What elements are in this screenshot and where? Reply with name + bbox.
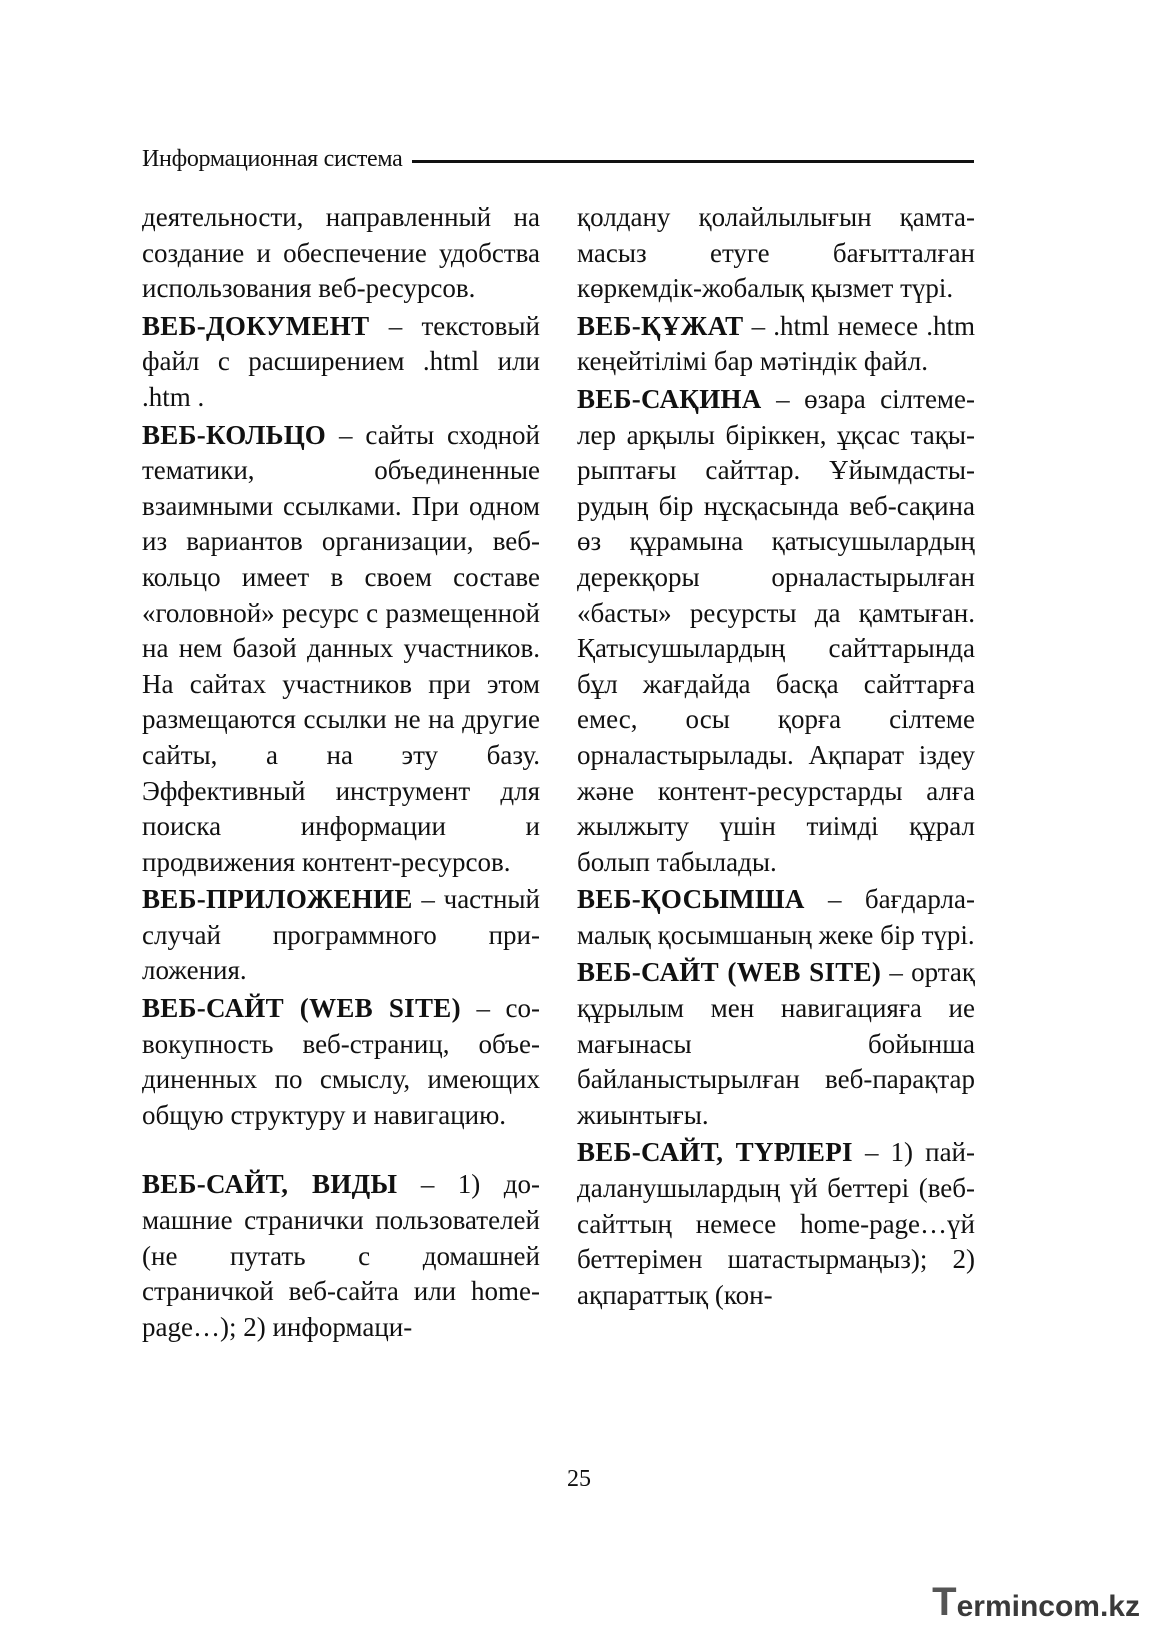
entry-veb-prilozhenie <box>142 882 540 989</box>
entry-veb-sayt-turleri <box>577 1135 975 1313</box>
entry-veb-kosymsha <box>577 882 975 953</box>
entry-continuation <box>142 200 540 307</box>
entry-term: ВЕБ-ҚОСЫМША <box>577 884 805 915</box>
entry-body: – .html немесе .htm кеңейтілімі бар мәтіндік файл. <box>577 310 975 377</box>
logo-initial: T <box>932 1580 957 1624</box>
entry-term: ВЕБ-САЙТ (WEB SITE) <box>142 993 461 1024</box>
header-title: Информационная система <box>142 146 403 172</box>
logo-text: ermincom.kz <box>956 1590 1140 1623</box>
entry-term: ВЕБ-ҚҰЖАТ <box>577 310 744 341</box>
entry-veb-kuzhat <box>577 309 975 380</box>
entry-term: ВЕБ-КОЛЬЦО <box>142 419 327 450</box>
entry-term: ВЕБ-ДОКУМЕНТ <box>142 310 370 341</box>
entry-body: – сайты сходной тематики, объединенные взаимными ссылками. При одном из вариантов организации, веб-кольцо имеет в своем составе «головной» ресурс с размещенной на нем базой данных участников. На сайтах участников при этом размещаются ссылки не на другие сайты, а на эту базу. Эффективный инструмент для поиска информации и продвижения контент-ресурсов. <box>142 419 540 877</box>
entry-term: ВЕБ-САЙТ, ТҮРЛЕРІ <box>577 1137 853 1168</box>
entry-body: деятельности, направленный на создание и обеспечение удобства использования веб-ресурсов. <box>142 202 540 304</box>
entry-term: ВЕБ-САЙТ (WEB SITE) <box>577 957 882 988</box>
entry-continuation <box>577 200 975 307</box>
entry-body: – ортақ құрылым мен навигацияға ие мағынасы бойынша байланыстырылған веб-парақтар жиынтығы. <box>577 957 976 1130</box>
left-column <box>142 200 540 1347</box>
entry-body: – частный случай программного приложения. <box>142 884 540 986</box>
entry-veb-sayt-vidy <box>142 1167 540 1345</box>
entry-body: – өзара сілтемелер арқылы біріккен, ұқсас тақырыптағы сайттар. Ұйымдастырудың бір нұсқасында веб-сақина өз құрамына қатысушылардың дерекқоры орналастырылған «басты» ресурсты да қамтыған. Қатысушылардың сайттарында бұл жағдайда басқа сайттарға емес, осы қорға сілтеме орналастырылады. Ақпарат іздеу және контент-ресурстарды алға жылжыту үшін тиімді құрал болып табылады. <box>577 383 975 877</box>
entry-term: ВЕБ-САЙТ, ВИДЫ <box>142 1169 398 1200</box>
entry-veb-dokument <box>142 309 540 416</box>
entry-body: қолдану қолайлылығын қамтамасыз етуге бағытталған көркемдік-жобалық қызмет түрі. <box>577 202 975 304</box>
entry-veb-sayt <box>142 991 540 1133</box>
running-header <box>142 146 974 173</box>
termincom-logo <box>932 1582 1140 1622</box>
entry-veb-sakina <box>577 382 975 880</box>
entry-body: – текстовый файл с расширением .html или .htm . <box>142 310 540 412</box>
entry-body: – 1) пайдаланушылардың үй беттері (веб-сайттың немесе home-page…үй беттерімен шатастырмаңыз); 2) ақпараттық (кон- <box>577 1137 975 1310</box>
header-rule <box>412 160 974 163</box>
entry-term: ВЕБ-САҚИНА <box>577 383 762 414</box>
entry-body: – бағдарламалық қосымшаның жеке бір түрі. <box>577 884 975 950</box>
entry-body: – совокупность веб-страниц, объединенных по смыслу, имеющих общую структуру и навигацию. <box>142 993 540 1130</box>
right-column <box>577 200 975 1315</box>
entry-term: ВЕБ-ПРИЛОЖЕНИЕ <box>142 884 413 915</box>
entry-veb-koltso <box>142 418 540 881</box>
entry-body: – 1) домашние странички пользователей (не путать с домашней страничкой веб-сайта или home-page…); 2) информаци- <box>142 1169 540 1342</box>
page-number: 25 <box>567 1466 591 1492</box>
entry-veb-sayt-kz <box>577 955 975 1133</box>
